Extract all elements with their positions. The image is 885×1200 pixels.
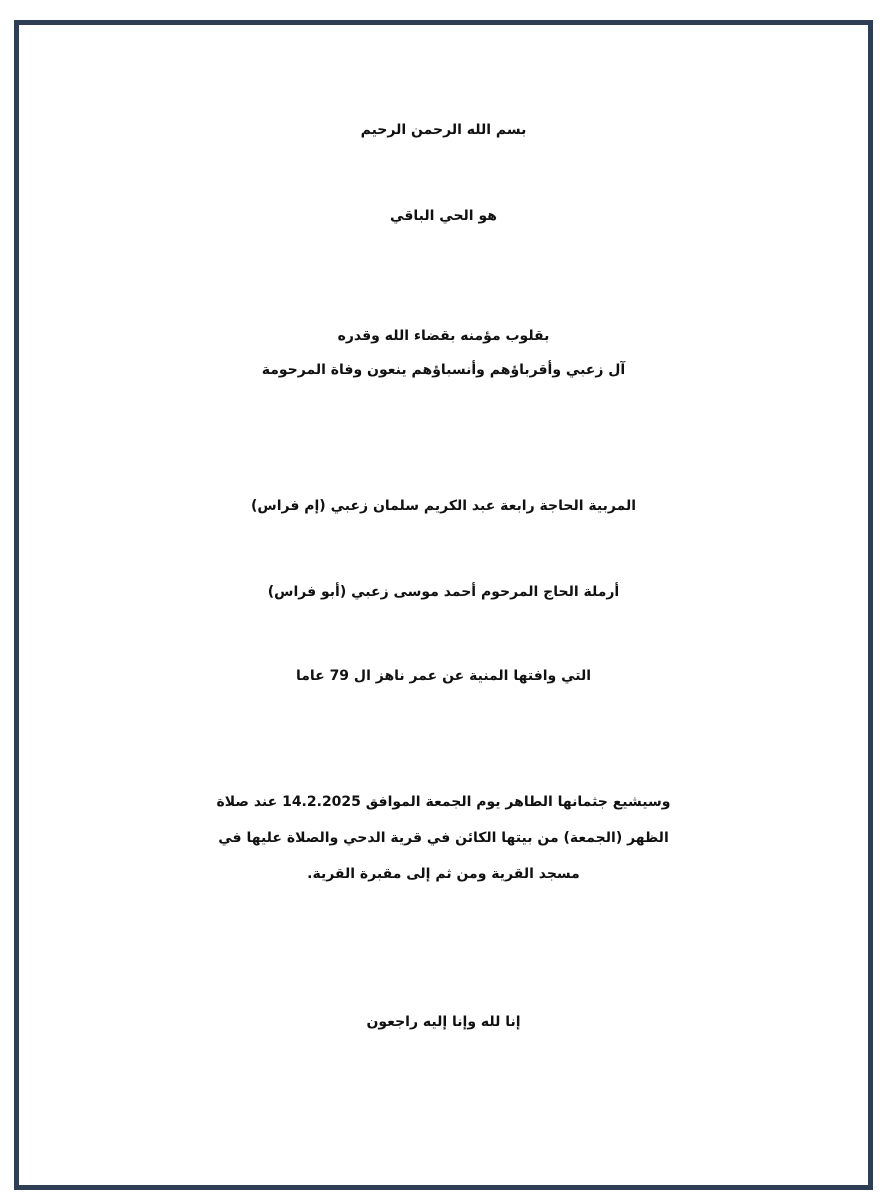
intro-line-1: بقلوب مؤمنه بقضاء الله وقدره	[337, 328, 550, 344]
funeral-line-1: وسيشيع جثمانها الطاهر يوم الجمعة الموافق 14.2.2025 عند صلاة	[216, 794, 671, 810]
widow-of-text: أرملة الحاج المرحوم أحمد موسى زعبي (أبو فراس)	[267, 584, 620, 600]
deceased-name: المربية الحاجة رابعة عبد الكريم سلمان زعبي (إم فراس)	[250, 498, 637, 514]
eternal-text: هو الحي الباقي	[390, 208, 497, 224]
age-text: التي وافتها المنية عن عمر ناهز ال 79 عاما	[295, 668, 592, 684]
notice-frame	[14, 20, 873, 1190]
funeral-line-2: الظهر (الجمعة) من بيتها الكائن في قرية الدحي والصلاة عليها في	[218, 830, 669, 846]
funeral-line-3: مسجد القرية ومن ثم إلى مقبرة القرية.	[307, 866, 580, 882]
intro-line-2: آل زعبي وأقرباؤهم وأنسباؤهم ينعون وفاة المرحومة	[261, 362, 626, 378]
closing-text: إنا لله وإنا إليه راجعون	[366, 1014, 521, 1030]
basmala-text: بسم الله الرحمن الرحيم	[360, 122, 527, 138]
